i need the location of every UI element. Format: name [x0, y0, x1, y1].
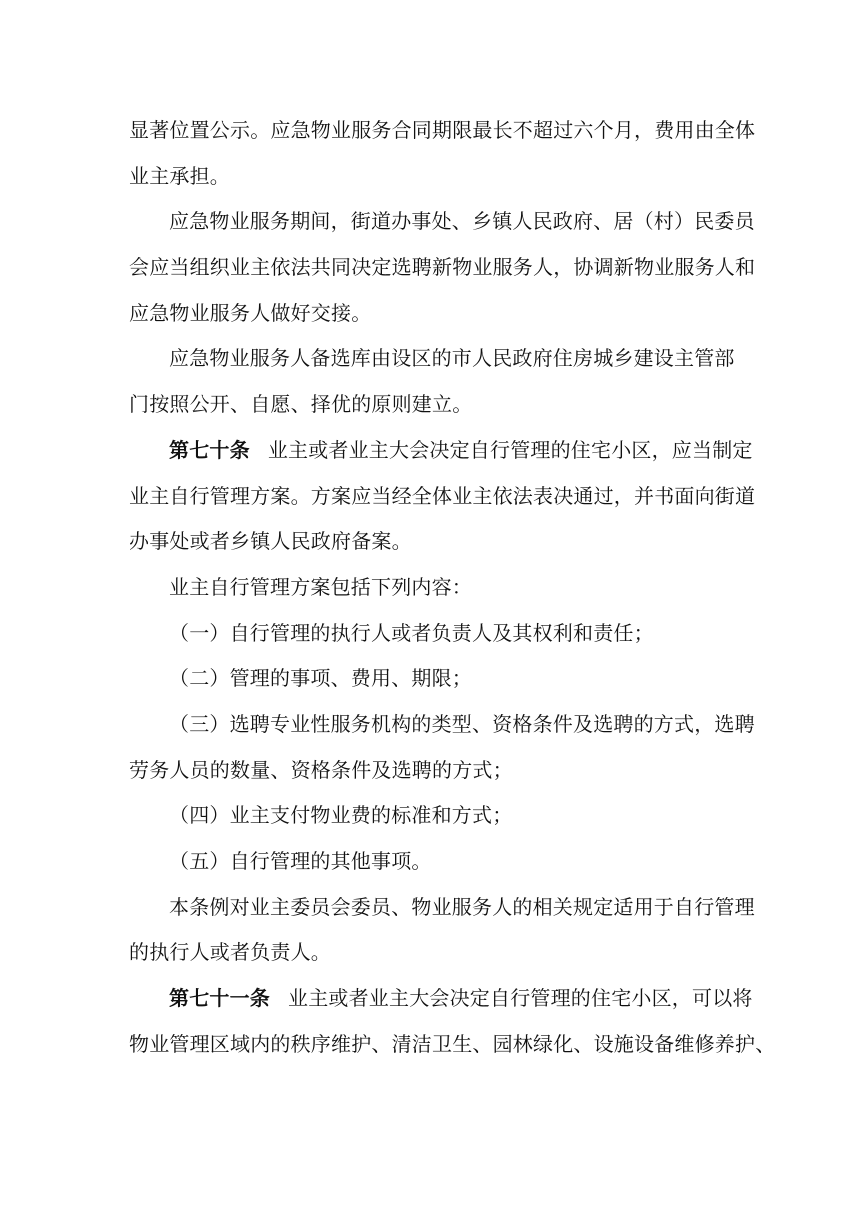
paragraph — [129, 336, 735, 427]
text-line: 业主承担。 — [129, 163, 230, 188]
text-line: 办事处或者乡镇人民政府备案。 — [129, 529, 412, 554]
text-line: 劳务人员的数量、资格条件及选聘的方式； — [129, 757, 513, 782]
list-item — [129, 611, 735, 657]
list-item — [129, 793, 735, 839]
text-line: （一）自行管理的执行人或者负责人及其权利和责任； — [169, 620, 654, 645]
article-number: 第七十一条 — [169, 986, 270, 1011]
text-line: （二）管理的事项、费用、期限； — [169, 666, 472, 691]
text-line — [129, 976, 753, 1022]
paragraph — [129, 565, 735, 611]
paragraph — [129, 885, 755, 976]
text-line: 业主自行管理方案包括下列内容： — [169, 574, 472, 599]
text-line: 应急物业服务人备选库由设区的市人民政府住房城乡建设主管部 — [169, 346, 735, 371]
text-line: （五）自行管理的其他事项。 — [169, 849, 432, 873]
document-page — [129, 108, 776, 1067]
text-line: 业主自行管理方案。方案应当经全体业主依法表决通过，并书面向街道 — [129, 483, 756, 508]
text-line: （四）业主支付物业费的标准和方式； — [169, 803, 513, 828]
list-item — [129, 702, 755, 793]
text-line: 物业管理区域内的秩序维护、清洁卫生、园林绿化、设施设备维修养护、 — [129, 1031, 776, 1056]
text-line: 应急物业服务期间，街道办事处、乡镇人民政府、居（村）民委员 — [169, 209, 755, 234]
article-70 — [129, 428, 756, 565]
text-line: 会应当组织业主依法共同决定选聘新物业服务人，协调新物业服务人和 — [129, 255, 756, 280]
article-71 — [129, 976, 776, 1067]
article-number: 第七十条 — [169, 437, 250, 462]
text-line: （三）选聘专业性服务机构的类型、资格条件及选聘的方式，选聘 — [169, 711, 755, 736]
list-item — [129, 656, 735, 702]
list-item — [129, 839, 735, 885]
text-line: 显著位置公示。应急物业服务合同期限最长不超过六个月，费用由全体 — [129, 118, 756, 142]
text-line — [129, 428, 753, 474]
paragraph — [129, 108, 756, 199]
text-line: 门按照公开、自愿、择优的原则建立。 — [129, 392, 473, 417]
text-line: 的执行人或者负责人。 — [129, 940, 331, 965]
article-text: 业主或者业主大会决定自行管理的住宅小区，应当制定 — [267, 437, 753, 462]
paragraph — [129, 199, 756, 336]
article-text: 业主或者业主大会决定自行管理的住宅小区，可以将 — [288, 986, 753, 1011]
text-line: 本条例对业主委员会委员、物业服务人的相关规定适用于自行管理 — [169, 894, 755, 919]
text-line: 应急物业服务人做好交接。 — [129, 300, 372, 325]
